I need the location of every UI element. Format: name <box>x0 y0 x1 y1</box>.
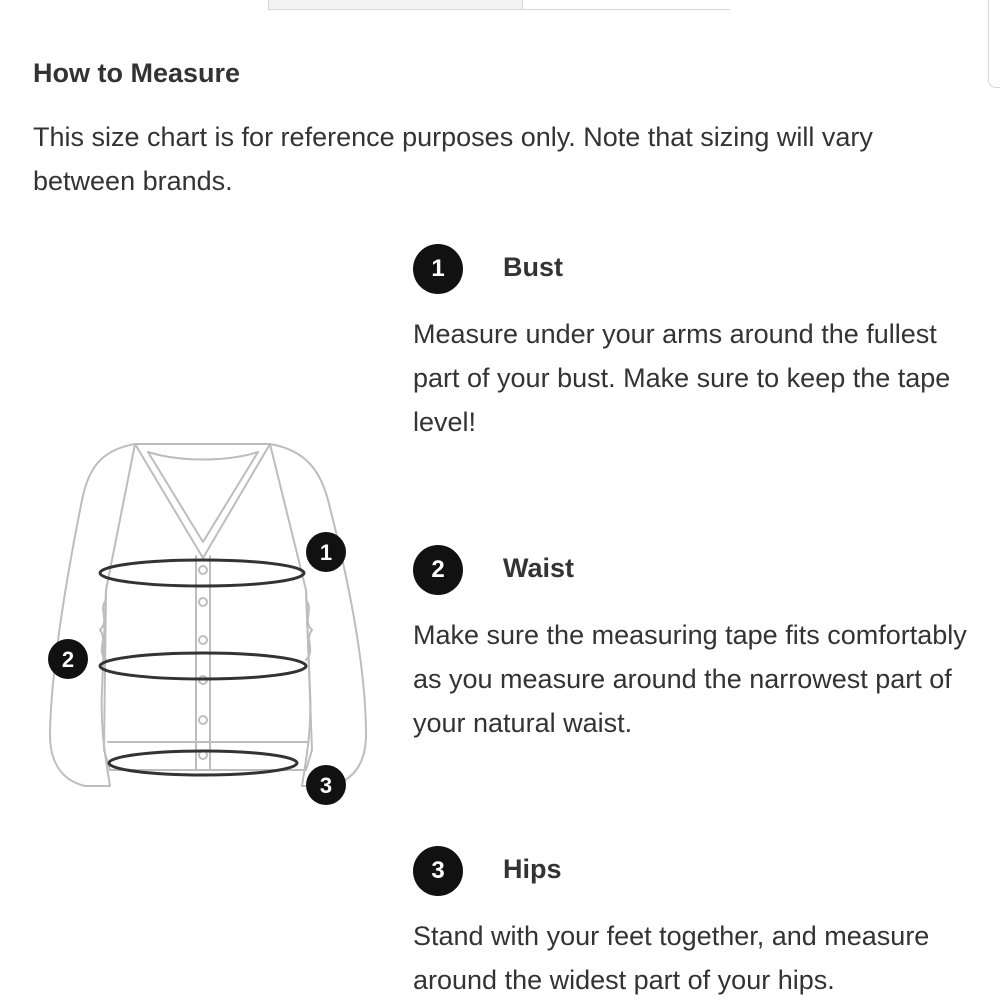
scrollbar[interactable] <box>988 0 1000 88</box>
hips-number-badge: 3 <box>413 846 463 896</box>
tab-partial-left[interactable] <box>269 0 523 9</box>
button-shape <box>199 566 207 574</box>
waist-number-badge: 2 <box>413 545 463 595</box>
waist-section <box>413 545 983 745</box>
hips-section <box>413 846 983 1000</box>
how-to-measure-heading: How to Measure <box>33 58 241 88</box>
waist-description: Make sure the measuring tape fits comfortably as you measure around the narrowest part of your natural waist. <box>413 620 967 738</box>
button-shape <box>199 716 207 724</box>
marker-1 <box>306 532 346 572</box>
bust-description: Measure under your arms around the fullest part of your bust. Make sure to keep the tape level! <box>413 319 951 437</box>
size-chart-disclaimer: This size chart is for reference purposes only. Note that sizing will vary between brands. <box>33 122 873 196</box>
cardigan-measurement-illustration <box>30 430 390 810</box>
marker-1-label: 1 <box>319 540 333 565</box>
marker-2-label: 2 <box>61 647 75 672</box>
tab-strip <box>268 0 730 10</box>
marker-3-label: 3 <box>319 773 333 798</box>
bust-section <box>413 244 983 444</box>
right-sleeve-outline <box>270 444 366 786</box>
body-outline <box>104 444 312 770</box>
tab-partial-right[interactable] <box>523 0 730 9</box>
marker-2 <box>48 639 88 679</box>
bust-number-badge: 1 <box>413 244 463 294</box>
hips-title: Hips <box>503 854 562 884</box>
left-sleeve-outline <box>50 444 135 786</box>
waist-title: Waist <box>503 553 575 583</box>
marker-3 <box>306 765 346 805</box>
bust-title: Bust <box>503 252 563 282</box>
hips-description: Stand with your feet together, and measure around the widest part of your hips. <box>413 921 930 995</box>
button-shape <box>199 636 207 644</box>
placket-outline <box>196 556 210 770</box>
button-shape <box>199 598 207 606</box>
